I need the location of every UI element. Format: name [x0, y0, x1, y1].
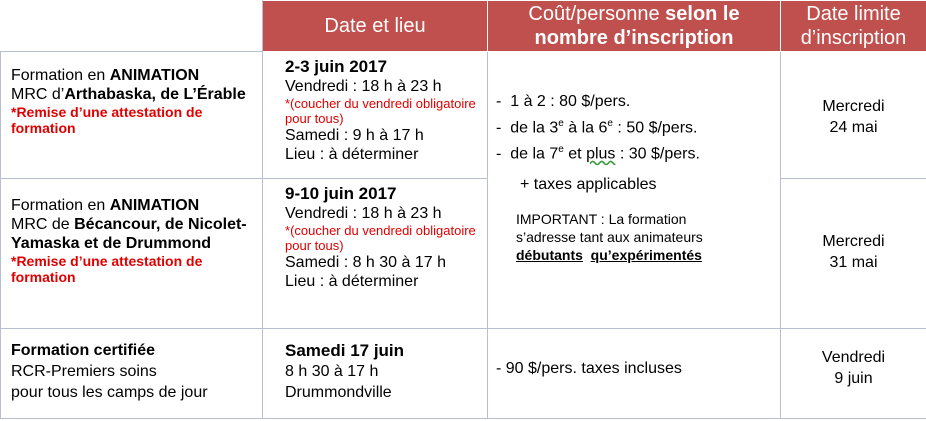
attestation-note: *Remise d’une attestation de formation [11, 104, 203, 136]
list-item: - de la 7e et plus : 30 $/pers. [496, 144, 700, 163]
date-title: 2-3 juin 2017 [285, 57, 388, 76]
header-date-limite: Date limite d’inscription [781, 1, 926, 52]
date-limite-cell: Mercredi 31 mai [781, 179, 926, 329]
list-item: - 1 à 2 : 80 $/pers. [496, 93, 631, 110]
date-lieu: Lieu : à déterminer [285, 273, 419, 290]
date-saturday: Samedi : 9 h à 17 h [285, 127, 424, 144]
cost-cell [488, 329, 781, 419]
date-friday: Vendredi : 18 h à 23 h [285, 78, 442, 95]
formation-line2: MRC de Bécancour, de Nicolet-Yamaska et de Drummond [11, 216, 247, 252]
formation-line1: Formation en ANIMATION [11, 67, 200, 84]
taxes-note: + taxes applicables [520, 175, 657, 193]
header-row [1, 1, 926, 52]
date-friday: Vendredi : 18 h à 23 h [285, 205, 442, 222]
date-lieu: Lieu : à déterminer [285, 146, 419, 163]
formation-line1: Formation en ANIMATION [11, 197, 200, 214]
header-cout-bold2: nombre d’inscription [534, 27, 734, 49]
date-lieu-cell: Samedi 17 juin 8 h 30 à 17 h Drummondville [263, 329, 488, 419]
date-title: 9-10 juin 2017 [285, 184, 397, 203]
date-limite-cell: Mercredi 24 mai [781, 52, 926, 179]
formation-cell: Formation certifiée RCR-Premiers soins pour tous les camps de jour [1, 329, 263, 419]
coucher-note: *(coucher du vendredi obligatoire pour tous) [285, 223, 476, 253]
cost-cell [488, 52, 781, 329]
table-row [1, 52, 926, 179]
important-note: IMPORTANT : La formation s’adresse tant aux animateurs débutants qu’expérimentés [516, 210, 703, 263]
attestation-note: *Remise d’une attestation de formation [11, 253, 203, 285]
date-lieu-cell [263, 52, 488, 179]
coucher-note: *(coucher du vendredi obligatoire pour tous) [285, 96, 476, 126]
formation-cell [1, 179, 263, 329]
table-row [1, 179, 926, 329]
header-cout [488, 1, 781, 52]
cost-list [496, 91, 774, 166]
date-lieu-cell [263, 179, 488, 329]
date-saturday: Samedi : 8 h 30 à 17 h [285, 254, 446, 271]
date-title: Samedi 17 juin [285, 341, 405, 360]
table-row [1, 329, 926, 419]
header-cout-normal: Coût/personne [528, 3, 666, 25]
date-limite-cell: Vendredi 9 juin [781, 329, 926, 419]
header-date-lieu: Date et lieu [263, 1, 488, 52]
formation-cell [1, 52, 263, 179]
header-cout-bold1: selon le [665, 3, 740, 25]
cost-rcr: - 90 $/pers. taxes incluses [496, 360, 682, 377]
list-item: - de la 3e à la 6e : 50 $/pers. [496, 118, 698, 137]
formation-line2: MRC d’Arthabaska, de L’Érable [11, 86, 246, 103]
header-empty-cell [1, 1, 263, 52]
